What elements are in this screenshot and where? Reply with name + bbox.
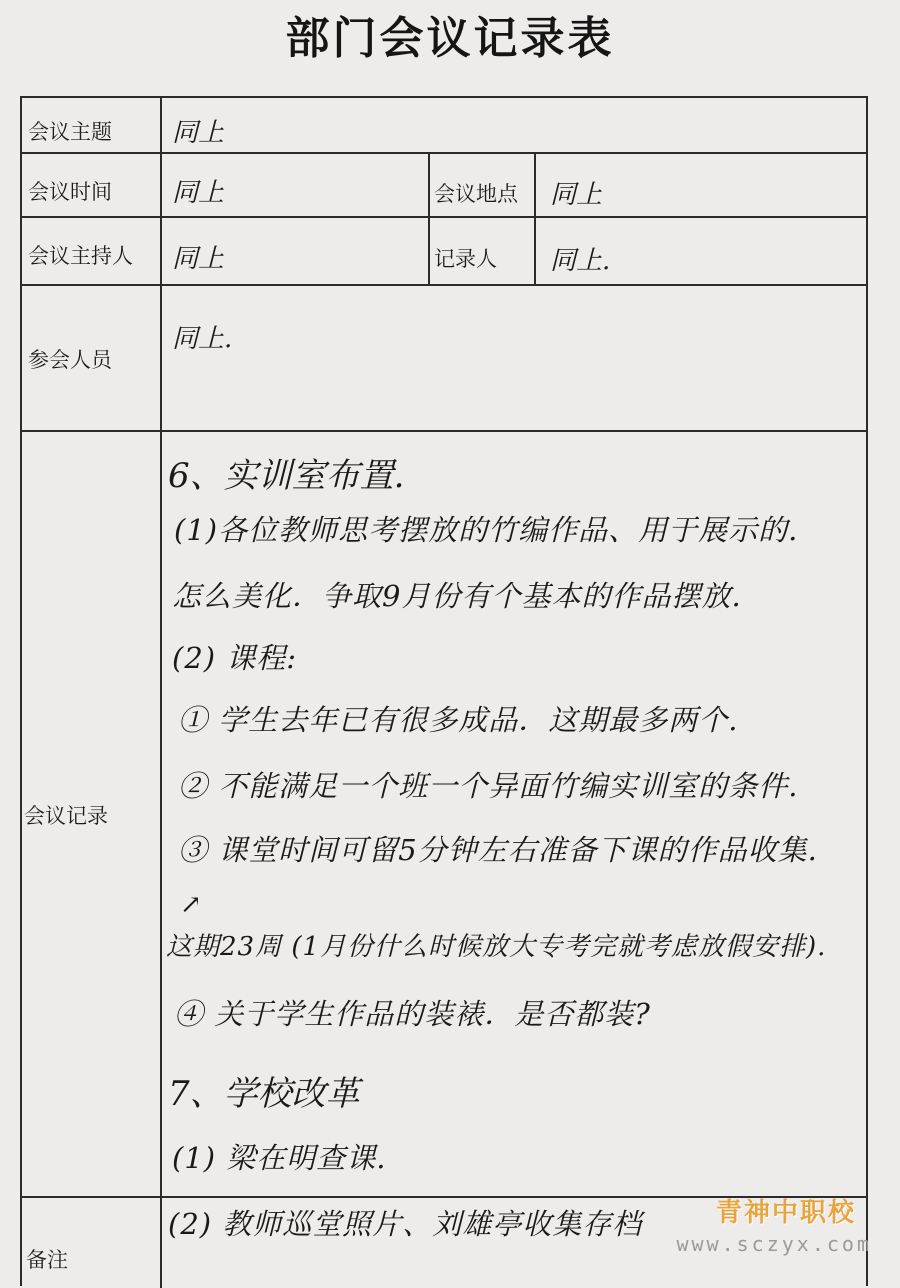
minutes-line: (1) 梁在明查课. [172, 1141, 387, 1175]
host-value: 同上 [172, 244, 225, 274]
minutes-label: 会议记录 [24, 804, 108, 828]
attendees-label: 参会人员 [28, 348, 112, 372]
meeting-form [20, 96, 868, 1286]
topic-value: 同上 [172, 118, 225, 148]
column-divider [428, 152, 430, 286]
remarks-label: 备注 [26, 1248, 68, 1272]
minutes-line: (2) 课程: [172, 641, 298, 675]
minutes-line: 6、实训室布置. [168, 456, 405, 496]
topic-label: 会议主题 [28, 120, 112, 144]
minutes-line: 怎么美化．争取9月份有个基本的作品摆放. [172, 579, 742, 613]
minutes-line: ③ 课堂时间可留5分钟左右准备下课的作品收集. [178, 833, 818, 867]
minutes-line: ↗ [180, 890, 202, 920]
column-divider [534, 152, 536, 286]
minutes-line: ④ 关于学生作品的装裱．是否都装? [174, 997, 651, 1031]
page-title: 部门会议记录表 [285, 13, 615, 64]
host-label: 会议主持人 [28, 244, 133, 268]
minutes-line: (2) 教师巡堂照片、刘雄亭收集存档 [168, 1207, 643, 1241]
minutes-line: ② 不能满足一个班一个异面竹编实训室的条件. [178, 769, 799, 803]
minutes-line: ① 学生去年已有很多成品．这期最多两个. [178, 703, 739, 737]
minutes-line: 7、学校改革 [168, 1074, 360, 1114]
watermark-url: www.sczyx.com [676, 1232, 872, 1256]
column-divider [160, 98, 162, 1288]
recorder-value: 同上. [550, 246, 611, 276]
location-label: 会议地点 [434, 182, 518, 206]
row-divider [22, 284, 868, 286]
time-value: 同上 [172, 178, 225, 208]
recorder-label: 记录人 [434, 247, 497, 271]
time-label: 会议时间 [28, 180, 112, 204]
attendees-value: 同上. [172, 324, 233, 354]
minutes-line: 这期23周 (1月份什么时候放大专考完就考虑放假安排). [166, 932, 827, 962]
watermark-logo: 青神中职校 [715, 1198, 856, 1228]
row-divider [22, 430, 868, 432]
location-value: 同上 [550, 180, 603, 210]
minutes-line: (1)各位教师思考摆放的竹编作品、用于展示的. [174, 513, 799, 547]
row-divider [22, 216, 868, 218]
row-divider [22, 152, 868, 154]
